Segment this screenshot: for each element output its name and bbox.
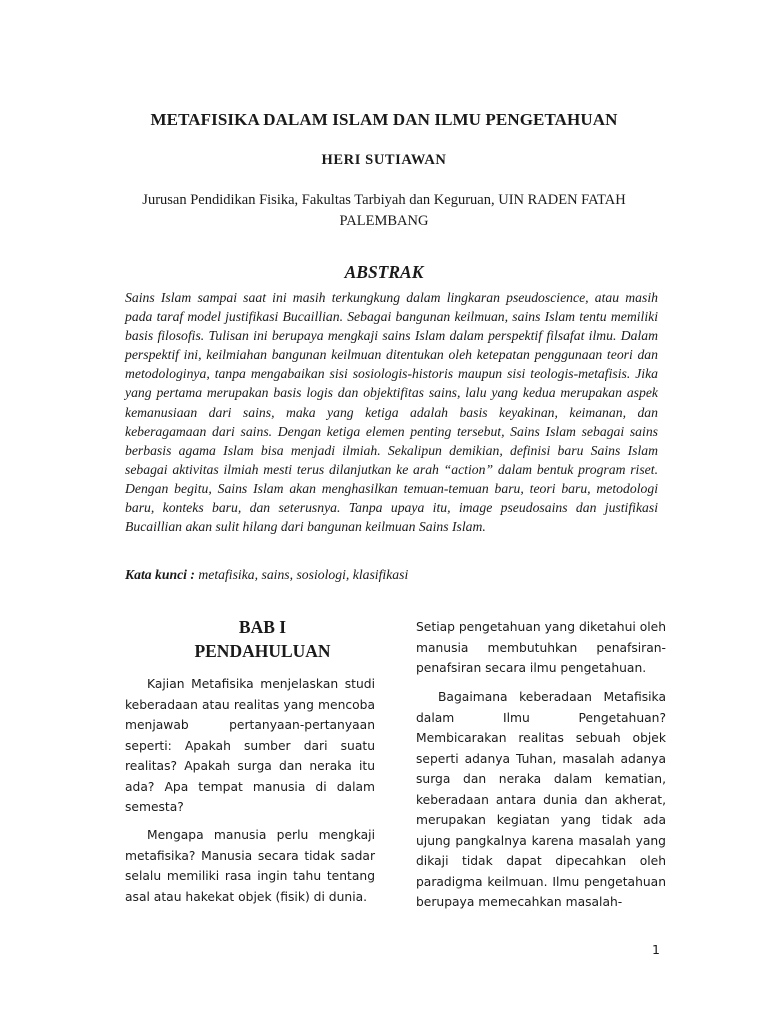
author-affiliation: Jurusan Pendidikan Fisika, Fakultas Tarbiyah dan Keguruan, UIN RADEN FATAH PALEMBANG (142, 192, 626, 229)
chapter-number: BAB I (238, 617, 287, 637)
keywords-label: Kata kunci : (125, 567, 195, 582)
page-number: 1 (652, 942, 660, 957)
paper-title: METAFISIKA DALAM ISLAM DAN ILMU PENGETAHUAN (150, 110, 618, 129)
abstract-text: Sains Islam sampai saat ini masih terkungkung dalam lingkaran pseudoscience, atau masih pada taraf model justifikasi Bucaillian. Sebagai bangunan keilmuan, sains Islam tentu memiliki basis filosofis. Tulisan ini berupaya mengkaji sains Islam dalam perspektif filsafat ilmu. Dalam perspektif ini, keilmiahan bangunan keilmuan ditentukan oleh ketepatan penggunaan teori dan metodologinya, tanpa mengabaikan sisi sosiologis-historis maupun sisi teologis-metafisis. Jika yang pertama merupakan basis logis dan objektifitas sains, lalu yang kedua merupakan aspek kemanusiaan dari sains, maka yang ketiga adalah basis keyakinan, keimanan, dan keberagamaan dari sains. Dengan ketiga elemen penting tersebut, Sains Islam sebagai sains berbasis agama Islam bisa menjadi ilmiah. Sekalipun demikian, definisi baru Sains Islam sebagai aktivitas ilmiah mesti terus dilanjutkan ke arah “action” dalam bentuk program riset. Dengan begitu, Sains Islam akan menghasilkan temuan-temuan baru, teori baru, metodologi baru, konteks baru, dan seterusnya. Tanpa upaya itu, image pseudosains dan justifikasi Bucaillian akan sulit hilang dari bangunan keilmuan Sains Islam. (125, 290, 658, 535)
keywords-value: metafisika, sains, sosiologi, klasifikasi (198, 567, 409, 582)
right-paragraph-2: Bagaimana keberadaan Metafisika dalam Ilmu Pengetahuan? Membicarakan realitas sebuah objek seperti adanya Tuhan, masalah adanya surga dan neraka dalam kematian, keberadaan antara dunia dan akherat, merupakan kegiatan yang tidak ada ujung pangkalnya karena masalah yang dikaji tidak dapat dipecahkan oleh paradigma keilmuan. Ilmu pengetahuan berupaya memecahkan masalah- (416, 690, 666, 909)
abstract-heading: ABSTRAK (344, 262, 424, 282)
chapter-title: PENDAHULUAN (194, 641, 331, 661)
keywords-line (125, 567, 658, 583)
author-name: HERI SUTIAWAN (321, 152, 447, 168)
left-paragraph-1: Kajian Metafisika menjelaskan studi keberadaan atau realitas yang mencoba menjawab pertanyaan-pertanyaan seperti: Apakah sumber dari suatu realitas? Apakah surga dan neraka itu ada? Apa tempat manusia di dalam semesta? (125, 677, 375, 814)
left-paragraph-2: Mengapa manusia perlu mengkaji metafisika? Manusia secara tidak sadar selalu memiliki rasa ingin tahu tentang asal atau hakekat objek (fisik) di dunia. (125, 828, 375, 904)
right-paragraph-1: Setiap pengetahuan yang diketahui oleh manusia membutuhkan penafsiran-penafsiran secara ilmu pengetahuan. (416, 620, 666, 675)
